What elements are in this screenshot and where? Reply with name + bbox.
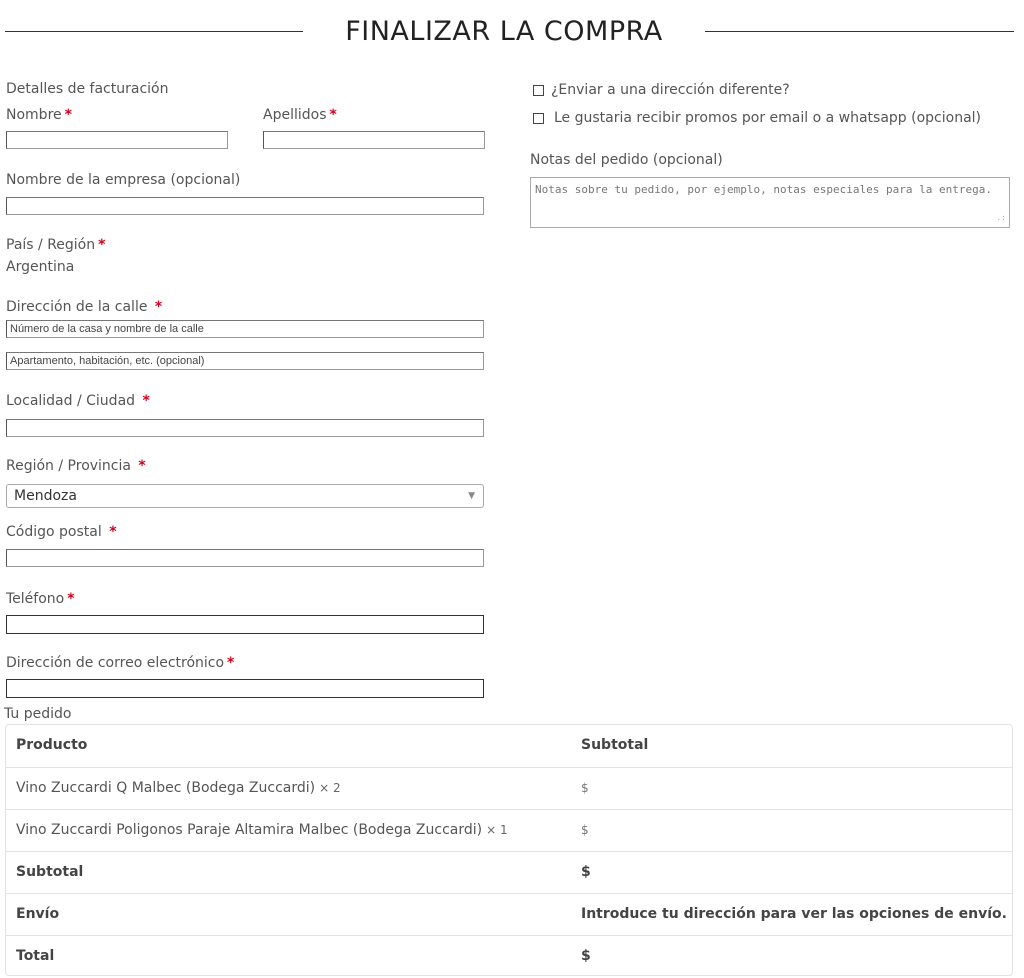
country-value: Argentina [6, 259, 75, 275]
promos-label: Le gustaria recibir promos por email o a whatsapp (opcional) [554, 110, 982, 126]
order-heading: Tu pedido [4, 706, 72, 722]
city-input[interactable] [6, 419, 484, 437]
page-header [0, 14, 1024, 54]
company-input[interactable] [6, 197, 484, 215]
table-header-row [6, 725, 1012, 767]
total-row [6, 935, 1012, 977]
shipping-value: Introduce tu dirección para ver las opciones de envío. [581, 906, 1007, 922]
notes-label: Notas del pedido (opcional) [530, 152, 723, 168]
billing-heading: Detalles de facturación [6, 81, 169, 97]
phone-label: Teléfono * [6, 591, 75, 607]
postcode-input[interactable] [6, 549, 484, 567]
first-name-input[interactable] [6, 131, 228, 149]
table-row [6, 809, 1012, 851]
phone-input[interactable] [6, 615, 484, 634]
title-divider-right [705, 31, 1014, 32]
street-address-input[interactable]: Número de la casa y nombre de la calle [6, 320, 484, 338]
resize-grip-icon[interactable]: .: [996, 213, 1006, 222]
page-title: FINALIZAR LA COMPRA [345, 16, 663, 47]
state-select-value: Mendoza [14, 488, 77, 504]
promos-checkbox[interactable] [533, 113, 544, 124]
col-product-header: Producto [16, 737, 88, 753]
order-notes-textarea[interactable] [530, 177, 1010, 228]
product-name: Vino Zuccardi Poligonos Paraje Altamira Malbec (Bodega Zuccardi) × 1 [16, 822, 508, 838]
shipping-label: Envío [16, 906, 60, 922]
email-input[interactable] [6, 679, 484, 698]
last-name-label: Apellidos * [263, 107, 337, 123]
apartment-input[interactable]: Apartamento, habitación, etc. (opcional) [6, 352, 484, 370]
total-value: $ [581, 948, 591, 964]
state-select[interactable] [6, 484, 484, 508]
postcode-label: Código postal * [6, 524, 117, 540]
chevron-down-icon: ▼ [468, 491, 475, 501]
order-review-table [5, 724, 1013, 976]
ship-different-label: ¿Enviar a una dirección diferente? [551, 82, 790, 98]
shipping-row [6, 893, 1012, 935]
product-price: $ [581, 781, 589, 795]
ship-different-checkbox[interactable] [533, 85, 544, 96]
email-label: Dirección de correo electrónico * [6, 655, 235, 671]
total-label: Total [16, 948, 55, 964]
country-label: País / Región * [6, 237, 106, 253]
company-label: Nombre de la empresa (opcional) [6, 172, 241, 188]
title-divider-left [5, 31, 303, 32]
last-name-input[interactable] [263, 131, 485, 149]
first-name-label: Nombre * [6, 107, 72, 123]
col-subtotal-header: Subtotal [581, 737, 649, 753]
notes-placeholder: Notas sobre tu pedido, por ejemplo, notas especiales para la entrega. [535, 183, 992, 196]
state-label: Región / Provincia * [6, 458, 146, 474]
product-price: $ [581, 823, 589, 837]
product-name: Vino Zuccardi Q Malbec (Bodega Zuccardi) × 2 [16, 780, 341, 796]
table-row [6, 767, 1012, 809]
subtotal-row [6, 851, 1012, 893]
subtotal-value: $ [581, 864, 591, 880]
subtotal-label: Subtotal [16, 864, 84, 880]
city-label: Localidad / Ciudad * [6, 393, 150, 409]
street-label: Dirección de la calle * [6, 299, 163, 315]
